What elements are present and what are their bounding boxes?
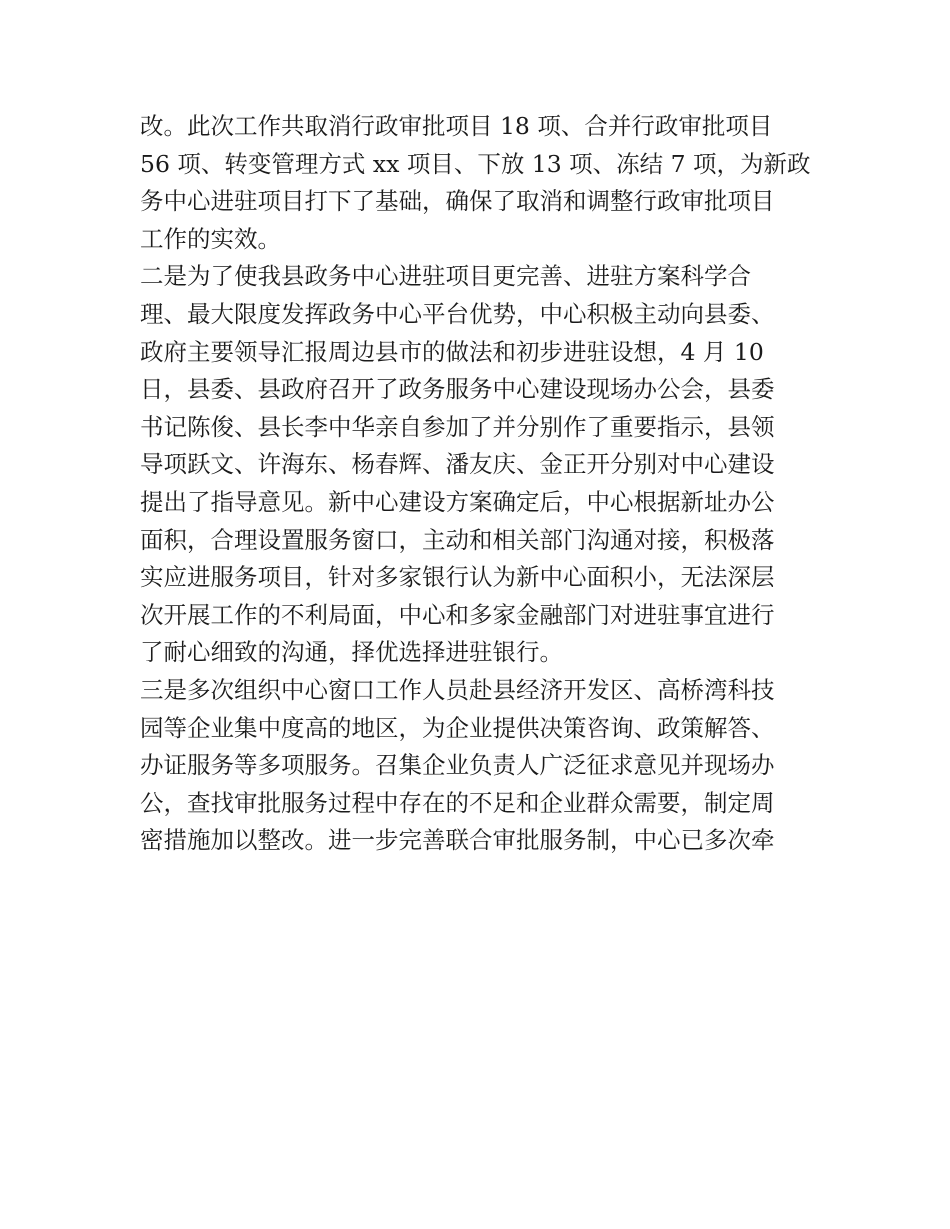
text-line: 提出了指导意见。新中心建设方案确定后，中心根据新址办公 xyxy=(140,487,775,516)
text-line: 书记陈俊、县长李中华亲自参加了并分别作了重要指示，县领 xyxy=(140,412,775,441)
text-line: 公，查找审批服务过程中存在的不足和企业群众需要，制定周 xyxy=(140,788,775,817)
text-line: 面积，合理设置服务窗口，主动和相关部门沟通对接，积极落 xyxy=(140,525,775,554)
text-line: 改。此次工作共取消行政审批项目 18 项、合并行政审批项目 xyxy=(140,112,773,140)
text-line: 办证服务等多项服务。召集企业负责人广泛征求意见并现场办 xyxy=(140,751,775,780)
text-line: 次开展工作的不利局面，中心和多家金融部门对进驻事宜进行 xyxy=(140,600,775,629)
text-line: 务中心进驻项目打下了基础，确保了取消和调整行政审批项目 xyxy=(140,187,775,216)
text-line: 实应进服务项目，针对多家银行认为新中心面积小，无法深层 xyxy=(140,563,775,592)
text-line: 密措施加以整改。进一步完善联合审批服务制，中心已多次牵 xyxy=(140,826,775,855)
text-line: 理、最大限度发挥政务中心平台优势，中心积极主动向县委、 xyxy=(140,299,775,328)
text-line: 了耐心细致的沟通，择优选择进驻银行。 xyxy=(140,638,563,667)
text-line: 56 项、转变管理方式 xx 项目、下放 13 项、冻结 7 项，为新政 xyxy=(140,149,811,178)
text-line: 工作的实效。 xyxy=(140,224,281,253)
text-line: 政府主要领导汇报周边县市的做法和初步进驻设想，4 月 10 xyxy=(140,337,764,366)
text-line: 园等企业集中度高的地区，为企业提供决策咨询、政策解答、 xyxy=(140,713,775,742)
text-line: 导项跃文、许海东、杨春辉、潘友庆、金正开分别对中心建设 xyxy=(140,450,775,479)
body-text xyxy=(140,108,820,860)
text-line: 日，县委、县政府召开了政务服务中心建设现场办公会，县委 xyxy=(140,375,775,404)
text-line: 二是为了使我县政务中心进驻项目更完善、进驻方案科学合 xyxy=(140,262,751,291)
text-line: 三是多次组织中心窗口工作人员赴县经济开发区、高桥湾科技 xyxy=(140,675,775,704)
